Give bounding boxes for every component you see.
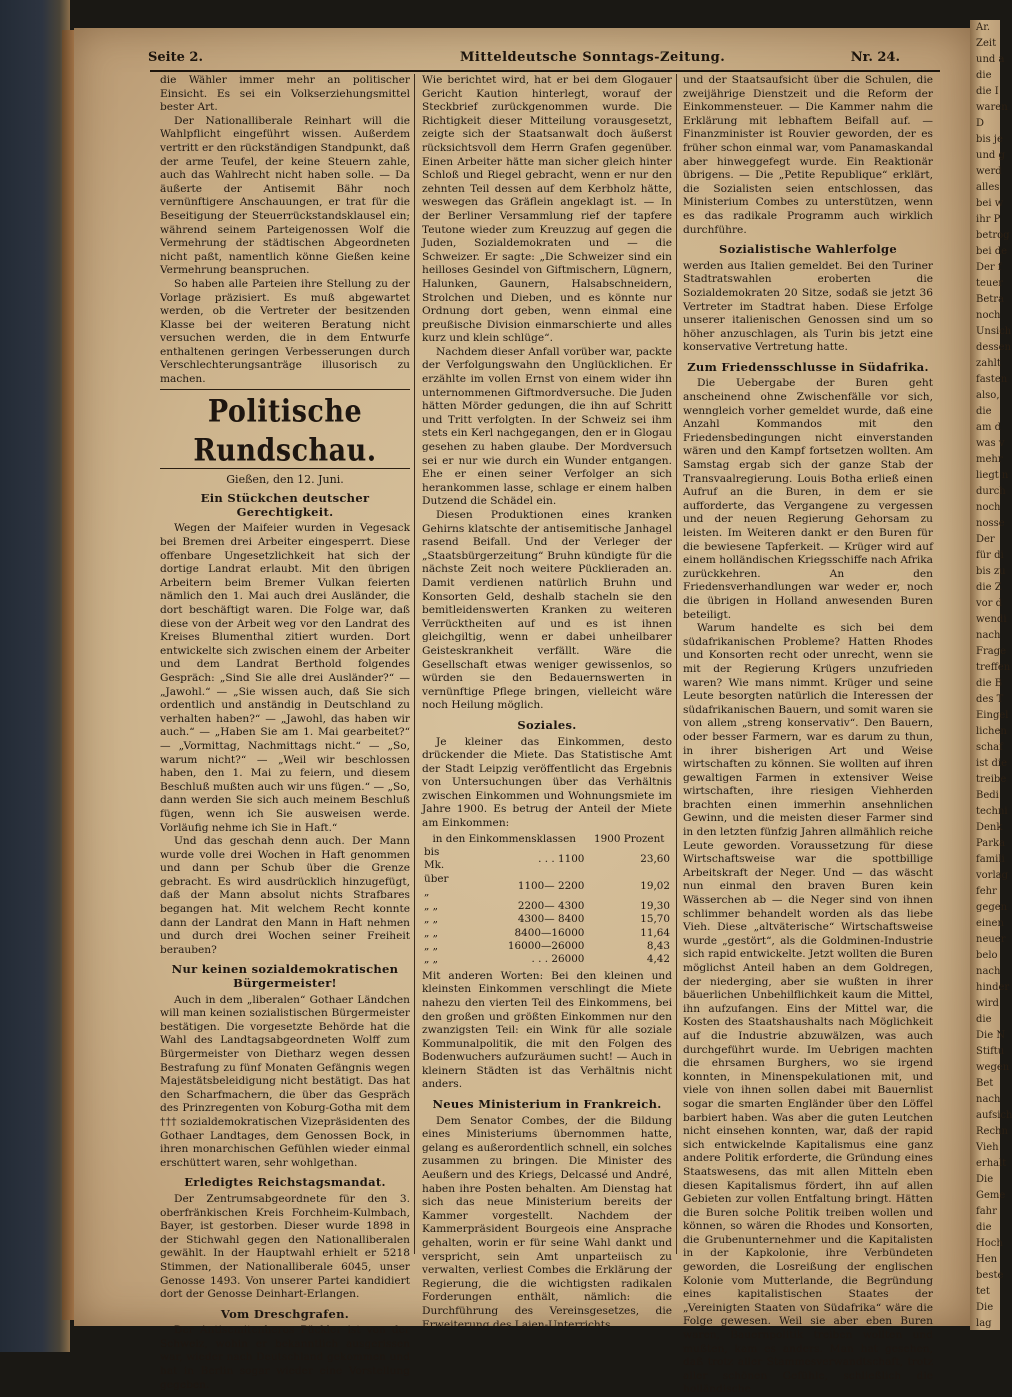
paragraph: Nachdem dieser Anfall vorüber war, packte der Verfolgungswahn den Unglücklichen. Er erzählte im vollen Ernst von einem wider ihn unternommenen Giftmordversuche. Die Juden hätten Mörder gedungen, die ihn auf Schritt und Tritt verfolgten. In der Schweiz sei ihm stets ein Kerl nachgegangen, den er in Glogau gesehen zu haben glaube. Der Mordversuch sei er nur wie durch ein Wunder entgangen. Ehe er einen seiner Verfolger an sich herankommen lasse, schlage er einem halben Dutzend die Schädel ein. (422, 345, 672, 508)
table-cell-range: 4300— 8400 (517, 913, 585, 926)
table-cell-value: 8,43 (646, 939, 670, 952)
paragraph: Dem Senator Combes, der die Bildung eines Ministeriums übernommen hatte, gelang es außerordentlich schnell, ein solches zusammen zu bringen. Die Minister des Aeußern und des Kriegs, Delcassé und André, haben ihre Posten behalten. Am Dienstag hat sich das neue Ministerium bereits der Kammer vorgestellt. Nachdem der Kammerpräsident Bourgeois eine Ansprache gehalten, worin er für seine Wahl dankt und verspricht, sein Amt unparteiisch zu verwalten, verliest Combes die Erklärung der Regierung, die die wichtigsten radikalen Forderungen enthält, nämlich: die Durchführung des Vereinsgesetzes, die Erweiterung des Laien-Unterrichts (422, 1114, 672, 1331)
table-cell-prefix: „ „ (424, 939, 439, 952)
divider (160, 389, 410, 390)
table-cell-prefix: „ „ (424, 899, 439, 912)
next-page-fragment: vorlag (976, 870, 1009, 881)
next-page-fragment: beste (976, 1270, 1004, 1281)
next-page-fragment: Denk (976, 822, 1003, 833)
article-heading: Zum Friedensschlusse in Südafrika. (687, 359, 929, 374)
next-page-fragment: fehr (976, 886, 997, 897)
table-cell-value: 19,30 (640, 899, 670, 912)
next-page-fragment: die (976, 1014, 992, 1025)
table-row (422, 940, 672, 953)
next-page-fragment: waren (976, 102, 1008, 113)
next-page-fragment: D (976, 118, 985, 129)
next-page-fragment: noch (976, 502, 1001, 513)
next-page-fragment: Der (976, 534, 995, 545)
next-page-fragment: einen (976, 918, 1004, 929)
next-page-fragment: lag (976, 1318, 992, 1329)
section-title: Politische Rundschau. (193, 393, 377, 469)
next-page-fragment: des T (976, 694, 1004, 705)
next-page-fragment: wendi (976, 614, 1007, 625)
next-page-fragment: Ar. (976, 22, 991, 33)
table-cell-range: . . . 1100 (538, 852, 585, 865)
next-page-fragment: famili (976, 854, 1005, 865)
article-heading: Sozialistische Wahlerfolge (719, 242, 897, 257)
next-page-fragment: aufsich (976, 1110, 1012, 1121)
next-page-fragment: Der f (976, 262, 1002, 273)
next-page-fragment: mehr (976, 454, 1003, 465)
paragraph: Der Antisemitenheros Pückler ist von der Schweiz, wohin er bekanntlich ausgerissen war, wieder nach Deutschland gekommen und hat in Berlin sogar wieder eine Vorstellung gegeben. (160, 1324, 410, 1391)
next-page-fragment: ist die (976, 758, 1008, 769)
next-page-fragment: tet (976, 1286, 990, 1297)
next-page-fragment: erhalt (976, 1158, 1007, 1169)
header-rule (150, 70, 940, 72)
paragraph: die Wähler immer mehr an politischer Einsicht. Es sei ein Volkserziehungsmittel bester Art. (160, 74, 410, 114)
next-page-fragment: die I (976, 86, 999, 97)
table-cell-value: 23,60 (640, 852, 670, 865)
paragraph: So haben alle Parteien ihre Stellung zu der Vorlage präzisiert. Es muß abgewartet werden, ob die Vertreter der besitzenden Klasse bei der weiteren Beratung nicht versuchen werden, die in dem Entwurfe enthaltenen geringen Verbesserungen durch Verschlechterungsanträge illusorisch zu machen. (160, 277, 410, 386)
paragraph: Der Zentrumsabgeordnete für den 3. oberfränkischen Kreis Forchheim-Kulmbach, Bayer, ist gestorben. Dieser wurde 1898 in der Stichwahl gegen den Nationalliberalen gewählt. In der Hauptwahl erhielt er 5218 Stimmen, der Nationalliberale 6045, unser Genosse 1493. Von unserer Partei kandidiert dort der Genosse Deinhart-Erlangen. (160, 1192, 410, 1301)
next-page-fragment: Eingel (976, 710, 1009, 721)
next-page-fragment: belo (976, 950, 998, 961)
next-page-fragment: für di (976, 550, 1004, 561)
article-heading: Vom Dreschgrafen. (220, 1306, 350, 1321)
next-page-fragment: bei de (976, 246, 1008, 257)
next-page-fragment: Rechn (976, 1126, 1008, 1137)
table-cell-value: 11,64 (640, 926, 670, 939)
next-page-fragment: bei w (976, 198, 1004, 209)
next-page-fragment: die (976, 1222, 992, 1233)
next-page-fragment: Bedi (976, 790, 999, 801)
next-page-fragment: lichen (976, 726, 1007, 737)
table-cell-prefix: „ „ (424, 953, 439, 966)
next-page-fragment: noch (976, 310, 1001, 321)
column-2 (422, 74, 672, 1331)
table-cell-prefix: „ „ (424, 926, 439, 939)
next-page-fragment: betrog (976, 230, 1010, 241)
next-page-fragment: hinder (976, 982, 1010, 993)
article-heading: Erledigtes Reichstagsmandat. (184, 1175, 386, 1190)
article-heading: Nur keinen sozialdemokratischen Bürgermeister! (171, 962, 399, 991)
next-page-fragment: vor d (976, 598, 1003, 609)
paragraph: Auch in dem „liberalen“ Gothaer Ländchen will man keinen sozialistischen Bürgermeister bestätigen. Die vorgesetzte Behörde hat die Wahl des Landtagsabgeordneten Wolff zum Bürgermeister von Dietharz wegen dessen Bestrafung zu fünf Monaten Gefängnis wegen Majestätsbeleidigung nicht bestätigt. Das hat den Scharfmachern, die über das Gespräch des Prinzregenten von Koburg-Gotha mit dem ††† sozialdemokratischen Vizepräsidenten des Gothaer Landtages, dem Genossen Bock, in ihren monarchischen Gefühlen wieder einmal erschüttert waren, sehr wohlgethan. (160, 993, 410, 1169)
paragraph: Diesen Produktionen eines kranken Gehirns klatschte der antisemitische Janhagel rasend Beifall. Und der Verleger der „Staatsbürgerzeitung“ Bruhn kündigte für die nächste Zeit noch weitere Pücklieraden an. Damit verdienen natürlich Bruhn und Konsorten Geld, deshalb stacheln sie den bemitleidenswerten Kranken zu weiteren Verrücktheiten auf und es ist ihnen gleichgiltig, wenn er dabei unheilbarer Geisteskrankheit verfällt. Wäre die Gesellschaft etwas weniger gewissenlos, so würden sie den Bedauernswerten in vernünftige Pflege bringen, vielleicht wäre noch Heilung möglich. (422, 509, 672, 712)
next-page-fragment: die B (976, 678, 1003, 689)
next-page-fragment: die (976, 406, 992, 417)
issue-number: Nr. 24. (850, 50, 900, 65)
next-page-fragment: Vieh (976, 1142, 999, 1153)
next-page-fragment: also, (976, 390, 1000, 401)
paragraph: Und das geschah denn auch. Der Mann wurde volle drei Wochen in Haft genommen und dann per Schub über die Grenze gebracht. Es wird ausdrücklich hinzugefügt, daß der Mann absolut nichts Strafbares begangen hat. Mit welchem Recht konnte dann der Landrat den Mann in Haft nehmen und durch drei Wochen seiner Freiheit berauben? (160, 835, 410, 956)
table-cell-prefix: bis Mk. (424, 846, 445, 872)
next-page-fragment: zahlt (976, 358, 1001, 369)
next-page-fragment: bis zu (976, 566, 1006, 577)
paragraph: Je kleiner das Einkommen, desto drückender die Miete. Das Statistische Amt der Stadt Leipzig veröffentlicht das Ergebnis von Untersuchungen über das Verhältnis zwischen Einkommen und Wohnungsmiete im Jahre 1900. Es betrug der Anteil der Miete am Einkommen: (422, 735, 672, 830)
column-rule-1 (414, 74, 415, 1254)
next-page-fragment: Betra (976, 294, 1005, 305)
income-rent-table (422, 833, 672, 967)
running-head (70, 48, 930, 70)
table-row (422, 953, 672, 966)
column-rule-2 (676, 74, 677, 1254)
next-page-fragment: wird (976, 998, 999, 1009)
next-page-fragment: ihr P (976, 214, 1001, 225)
table-row (422, 927, 672, 940)
next-page-fragment: Geme (976, 1190, 1006, 1201)
next-page-fragment: durch (976, 486, 1006, 497)
table-row (422, 900, 672, 913)
paragraph: Warum handelte es sich bei dem südafrikanischen Probleme? Hatten Rhodes und Konsorten recht oder unrecht, wenn sie mit der Regierung Krügers unzufrieden waren? Wie mans nimmt. Krüger und seine Leute besorgten natürlich die Interessen der südafrikanischen Bauern, und somit waren sie von allem „streng konservativ“. Den Bauern, oder besser Farmern, war es darum zu thun, in ihrer bisherigen Art und Weise wirtschaften zu können. Sie wollten auf ihren gewaltigen Farmen in extensiver Weise wirtschaften, ihre riesigen Viehherden brachten einen immerhin ansehnlichen Gewinn, und die meisten dieser Farmer sind in den letzten fünfzig Jahren allmählich reiche Leute geworden. Voraussetzung für diese Wirtschaftsweise war die spottbillige Arbeitskraft der Neger. Und — das wäscht nun einmal den braven Buren kein Wässerchen ab — die Neger sind von ihnen schlimmer behandelt worden als das liebe Vieh. Diese „altväterische“ Wirtschaftsweise wurde „gestört“, als die Goldminen-Industrie sich rapid entwickelte. Jetzt wollten die Buren möglichst Anteil haben an dem Goldregen, der niederging, aber sie wußten in ihrer bäuerlichen Unbehilflichkeit kaum die Mittel, ihn aufzufangen. Eins der Mittel war, die Kosten des Staatshaushalts nach Möglichkeit auf die Industrie abzuwälzen, was auch durchgeführt wurde. Im Uebrigen machten die ehrsamen Burghers, wo sie irgend konnten, in Minenspekulationen mit, und viele von ihnen sollen dabei mit Bauernlist sogar die smarten Engländer über den Löffel barbiert haben. Was aber die guten Leutchen nicht einsehen konnten, war, daß der rapid sich entwickelnde Kapitalismus eine ganz andere Politik erforderte, die Gründung eines Staatswesens, das mit allen Mitteln eben diesen Kapitalismus fördert, ihn auf allen Gebieten zur vollen Entfaltung bringt. Hätten die Buren solche Politik treiben wollen und können, so wären die Rhodes und Konsorten, die Grubenunternehmer und die Kapitalisten in der Kapkolonie, ihre Verbündeten geworden, die Losreißung der englischen Kolonie vom Mutterlande, die Begründung eines kapitalistischen Staates der „Vereinigten Staaten von Südafrika“ wäre die Folge gewesen. Weil sie aber eben Buren waren, Bauernpolitik treiben wollten und mußten, kam es anders. Man hat gesehen, daß trotz aller Stammesverwandtschaft, trotz aller schönen Gefühle, schließlich die holländische (683, 622, 933, 1396)
article-heading: Neues Ministerium in Frankreich. (432, 1097, 662, 1112)
table-header-percent: 1900 Prozent (593, 832, 665, 845)
next-page-fragment: Die (976, 1302, 994, 1313)
paragraph: Der Nationalliberale Reinhart will die Wahlpflicht eingeführt wissen. Außerdem vertritt er den rückständigen Standpunkt, daß der arme Teufel, der keine Steuern zahle, auch das Wahlrecht nicht haben solle. — Da äußerte der Antisemit Bähr noch vernünftigere Anschauungen, er trat für die Beseitigung der Steuerrückstandsklausel ein; während seinem Parteigenossen Wolf die Vermehrung der städtischen Abgeordneten nicht paßt, namentlich könne Gießen keine Vermehrung beanspruchen. (160, 114, 410, 277)
article-heading: Soziales. (517, 717, 577, 732)
column-3 (683, 74, 933, 1396)
next-page-fragment: werd (976, 166, 1002, 177)
paragraph: Wie berichtet wird, hat er bei dem Glogauer Gericht Kaution hinterlegt, worauf der Steckbrief zurückgenommen wurde. Die Richtigkeit dieser Mitteilung vorausgesetzt, zeigte sich der Staatsanwalt doch äußerst rücksichtsvoll dem Herrn Grafen gegenüber. Einen Arbeiter hätte man sicher gleich hinter Schloß und Riegel gebracht, wenn er nur den zehnten Teil dessen auf dem Kerbholz hätte, weswegen das Gräflein angeklagt ist. — In der Berliner Versammlung rief der tapfere Teutone wieder zum Kreuzzug auf gegen die Juden, Sozialdemokraten und — die Schweizer. Er sagte: „Die Schweizer sind ein heilloses Gesindel von Giftmischern, Lügnern, Halunken, Gaunern, Halsabschneidern, Strolchen und Dieben, und es könnte nur Ordnung dort geben, wenn einmal eine preußische Division einmarschierte und alles kurz und klein schlüge“. (422, 74, 672, 345)
article-heading: Ein Stückchen deutscher Gerechtigkeit. (200, 491, 370, 519)
table-cell-range: 8400—16000 (514, 926, 585, 939)
next-page-fragment: und a (976, 54, 1005, 65)
table-cell-value: 15,70 (640, 913, 670, 926)
dateline: Gießen, den 12. Juni. (226, 472, 344, 486)
next-page-fragment: teuer (976, 278, 1004, 289)
next-page-fragment: nach (976, 966, 1001, 977)
next-page-fragment: wegen (976, 1062, 1010, 1073)
table-row (422, 873, 672, 900)
paragraph: und der Staatsaufsicht über die Schulen, die zweijährige Dienstzeit und die Reform der Einkommensteuer. — Die Kammer nahm die Erklärung mit lebhaftem Beifall auf. — Finanzminister ist Rouvier geworden, der es früher schon einmal war, vom Panamaskandal aber hinweggefegt wurde. Ein Reaktionär übrigens. — Die „Petite Republique“ erklärt, die Sozialisten seien entschlossen, das Ministerium Combes zu unterstützen, wenn es das radikale Programm auch wirklich durchführe. (683, 74, 933, 236)
next-page-fragment: die Z (976, 582, 1002, 593)
next-page-fragment: neuer (976, 934, 1006, 945)
next-page-fragment: gegen (976, 902, 1008, 913)
next-page-fragment: treibe (976, 774, 1007, 785)
next-page-fragment: Die N (976, 1030, 1006, 1041)
table-cell-range: . . . 26000 (531, 953, 585, 966)
next-page-fragment: Hoch (976, 1238, 1003, 1249)
table-cell-value: 19,02 (640, 879, 670, 892)
next-page-fragment: schaf (976, 742, 1003, 753)
next-page-fragment: nosse (976, 518, 1005, 529)
next-page-edge (970, 20, 1012, 1330)
next-page-fragment: Parka (976, 838, 1006, 849)
next-page-fragment: treffen (976, 662, 1011, 673)
next-page-fragment: Bet (976, 1078, 994, 1089)
table-cell-range: 1100— 2200 (517, 879, 585, 892)
next-page-fragment: am d (976, 422, 1002, 433)
paragraph: Die Uebergabe der Buren geht anscheinend ohne Zwischenfälle vor sich, wenngleich vorher gemeldet wurde, daß eine Anzahl Kommandos mit den Friedensbedingungen nicht einverstanden wären und den Kampf fortsetzen wollten. Am Samstag ergab sich der ganze Stab der Transvaalregierung. Louis Botha erließ einen Aufruf an die Buren, in dem er sie aufforderte, das Vergangene zu vergessen und der neuen Regierung Gehorsam zu leisten. Im Weiteren dankt er den Buren für die bewiesene Tapferkeit. — Krüger wird auf einem holländischen Kriegsschiffe nach Afrika zurückkehren. An den Friedensverhandlungen war weder er, noch die übrigen in Holland anwesenden Buren beteiligt. (683, 377, 933, 621)
next-page-fragment: Die (976, 1174, 994, 1185)
table-row (422, 846, 672, 873)
next-page-fragment: dessen (976, 342, 1011, 353)
next-page-fragment: und g (976, 150, 1005, 161)
table-row (422, 913, 672, 926)
next-page-fragment: bis je (976, 134, 1003, 145)
next-page-fragment: Zeit (976, 38, 997, 49)
next-page-fragment: Stiftu (976, 1046, 1005, 1057)
next-page-fragment: fahr (976, 1206, 997, 1217)
paragraph: Wegen der Maifeier wurden in Vegesack bei Bremen drei Arbeiter eingesperrt. Diese offenbare Ungesetzlichkeit hat sich der dortige Landrat erlaubt. Mit den übrigen Arbeitern beim Bremer Vulkan feierten nämlich den 1. Mai auch drei Ausländer, die dort beschäftigt waren. Die Folge war, daß diese von der Arbeit weg vor den Landrat des Kreises Blumenthal zitiert wurden. Dort entwickelte sich zwischen einem der Arbeiter und dem Landrat Berthold folgendes Gespräch: „Sind Sie alle drei Ausländer?“ — „Jawohl.“ — „Sie wissen auch, daß Sie sich ordentlich und anständig in Deutschland zu verhalten haben?“ — „Jawohl, das haben wir auch.“ — „Haben Sie am 1. Mai gearbeitet?“ — „Vormittag, Nachmittags nicht.“ — „So, warum nicht?“ — „Weil wir beschlossen haben, den 1. Mai zu feiern, und diesem Beschluß mußten auch wir uns fügen.“ — „So, dann werden Sie sich auch meinem Beschluß fügen, wenn ich Sie ausweisen werde. Vorläufig nehme ich Sie in Haft.“ (160, 522, 410, 834)
next-page-fragment: die (976, 70, 992, 81)
newspaper-title: Mitteldeutsche Sonntags-Zeitung. (460, 50, 726, 65)
table-header-income: in den Einkommensklassen (432, 832, 576, 845)
book-binding (0, 0, 70, 1352)
next-page-fragment: Frage (976, 646, 1006, 657)
next-page-fragment: liegt n (976, 470, 1009, 481)
next-page-fragment: Unsich (976, 326, 1012, 337)
table-cell-value: 4,42 (646, 953, 670, 966)
column-1 (160, 74, 410, 1391)
table-cell-range: 16000—26000 (507, 939, 585, 952)
paragraph: werden aus Italien gemeldet. Bei den Turiner Stadtratswahlen eroberten die Sozialdemokraten 20 Sitze, sodaß sie jetzt 36 Vertreter im Stadtrat haben. Diese Erfolge unserer italienischen Genossen sind um so höher anzuschlagen, als Turin bis jetzt eine konservative Vertretung hatte. (683, 259, 933, 354)
table-cell-range: 2200— 4300 (517, 899, 585, 912)
next-page-fragment: nach (976, 630, 1001, 641)
next-page-fragment: was v (976, 438, 1005, 449)
next-page-fragment: alles (976, 182, 1000, 193)
table-cell-prefix: über „ (424, 872, 449, 899)
next-page-fragment: fasten (976, 374, 1008, 385)
next-page-fragment: techni (976, 806, 1008, 817)
next-page-fragment: nach (976, 1094, 1001, 1105)
table-cell-prefix: „ „ (424, 913, 439, 926)
page-label: Seite 2. (148, 50, 203, 65)
next-page-fragment: Hen (976, 1254, 998, 1265)
paragraph: Mit anderen Worten: Bei den kleinen und kleinsten Einkommen verschlingt die Miete nahezu den vierten Teil des Einkommens, bei den großen und größten Einkommen nur den zwanzigsten Teil: ein Wink für alle soziale Kommunalpolitik, die mit den Folgen des Bodenwuchers aufzuräumen sucht! — Auch in kleinern Städten ist das Verhältnis nicht anders. (422, 969, 672, 1091)
